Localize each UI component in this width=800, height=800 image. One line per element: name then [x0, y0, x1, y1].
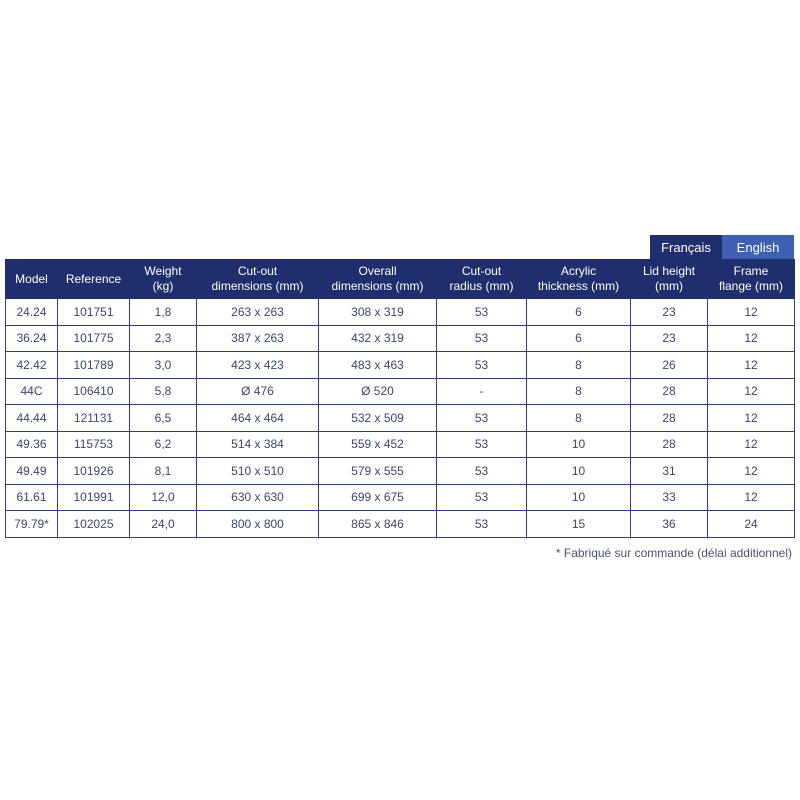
table-cell: 24 [708, 511, 795, 538]
table-cell: 12 [708, 458, 795, 485]
table-cell: 79.79* [6, 511, 58, 538]
table-cell: 483 x 463 [319, 352, 437, 379]
table-cell: 121131 [58, 405, 130, 432]
table-cell: 115753 [58, 431, 130, 458]
table-cell: 514 x 384 [197, 431, 319, 458]
table-cell: 53 [437, 325, 527, 352]
table-cell: 559 x 452 [319, 431, 437, 458]
table-body [6, 299, 795, 538]
table-cell: 102025 [58, 511, 130, 538]
table-cell: 387 x 263 [197, 325, 319, 352]
tab-francais[interactable]: Français [650, 235, 722, 259]
table-cell: 630 x 630 [197, 484, 319, 511]
table-cell: Ø 520 [319, 378, 437, 405]
table-cell: 6 [527, 299, 631, 326]
table-cell: 579 x 555 [319, 458, 437, 485]
column-header: Model [6, 260, 58, 299]
table-cell: 12 [708, 484, 795, 511]
table-row [6, 511, 795, 538]
table-cell: 28 [631, 405, 708, 432]
table-cell: 6 [527, 325, 631, 352]
table-cell: 101775 [58, 325, 130, 352]
table-cell: 6,5 [130, 405, 197, 432]
table-cell: 53 [437, 458, 527, 485]
table-cell: 8 [527, 352, 631, 379]
table-cell: 53 [437, 405, 527, 432]
table-cell: 10 [527, 431, 631, 458]
table-cell: 24,0 [130, 511, 197, 538]
table-cell: 10 [527, 484, 631, 511]
table-cell: 53 [437, 484, 527, 511]
column-header: Lid height (mm) [631, 260, 708, 299]
table-cell: 23 [631, 299, 708, 326]
table-row [6, 325, 795, 352]
language-switcher [650, 235, 794, 259]
tab-english[interactable]: English [722, 235, 794, 259]
table-row [6, 431, 795, 458]
table-cell: 49.36 [6, 431, 58, 458]
column-header: Overall dimensions (mm) [319, 260, 437, 299]
table-cell: 33 [631, 484, 708, 511]
table-cell: 865 x 846 [319, 511, 437, 538]
table-cell: 12,0 [130, 484, 197, 511]
table-cell: 15 [527, 511, 631, 538]
table-cell: 12 [708, 352, 795, 379]
footnote: * Fabriqué sur commande (délai additionnel) [555, 546, 792, 560]
table-cell: 53 [437, 299, 527, 326]
table-cell: 101751 [58, 299, 130, 326]
column-header: Weight (kg) [130, 260, 197, 299]
table-cell: 8 [527, 378, 631, 405]
table-cell: 263 x 263 [197, 299, 319, 326]
table-cell: 106410 [58, 378, 130, 405]
table-row [6, 458, 795, 485]
column-header: Acrylic thickness (mm) [527, 260, 631, 299]
table-cell: 12 [708, 378, 795, 405]
table-cell: 464 x 464 [197, 405, 319, 432]
table-cell: 432 x 319 [319, 325, 437, 352]
table-cell: 12 [708, 405, 795, 432]
table-row [6, 352, 795, 379]
table-cell: 42.42 [6, 352, 58, 379]
table-cell: 12 [708, 325, 795, 352]
table-cell: 3,0 [130, 352, 197, 379]
table-cell: 8 [527, 405, 631, 432]
table-cell: 10 [527, 458, 631, 485]
column-header: Cut-out radius (mm) [437, 260, 527, 299]
table-cell: - [437, 378, 527, 405]
table-cell: 53 [437, 431, 527, 458]
table-cell: 36.24 [6, 325, 58, 352]
table-cell: 53 [437, 511, 527, 538]
table-cell: Ø 476 [197, 378, 319, 405]
table-cell: 28 [631, 378, 708, 405]
table-cell: 423 x 423 [197, 352, 319, 379]
table-header-row [6, 260, 795, 299]
table-cell: 6,2 [130, 431, 197, 458]
table-row [6, 299, 795, 326]
table-cell: 2,3 [130, 325, 197, 352]
table-cell: 36 [631, 511, 708, 538]
table-cell: 101926 [58, 458, 130, 485]
table-row [6, 484, 795, 511]
table-cell: 24.24 [6, 299, 58, 326]
table-cell: 44C [6, 378, 58, 405]
column-header: Reference [58, 260, 130, 299]
specs-table [5, 259, 795, 538]
table-cell: 699 x 675 [319, 484, 437, 511]
table-cell: 12 [708, 299, 795, 326]
table-cell: 101991 [58, 484, 130, 511]
table-cell: 53 [437, 352, 527, 379]
table-cell: 49.49 [6, 458, 58, 485]
table-cell: 5,8 [130, 378, 197, 405]
table-cell: 101789 [58, 352, 130, 379]
table-cell: 510 x 510 [197, 458, 319, 485]
table-cell: 44.44 [6, 405, 58, 432]
table-cell: 61.61 [6, 484, 58, 511]
table-cell: 12 [708, 431, 795, 458]
column-header: Cut-out dimensions (mm) [197, 260, 319, 299]
table-cell: 31 [631, 458, 708, 485]
table-cell: 1,8 [130, 299, 197, 326]
table-cell: 26 [631, 352, 708, 379]
column-header: Frame flange (mm) [708, 260, 795, 299]
table-cell: 8,1 [130, 458, 197, 485]
table-row [6, 405, 795, 432]
table-cell: 800 x 800 [197, 511, 319, 538]
table-cell: 308 x 319 [319, 299, 437, 326]
table-cell: 23 [631, 325, 708, 352]
table-row [6, 378, 795, 405]
table-cell: 532 x 509 [319, 405, 437, 432]
table-cell: 28 [631, 431, 708, 458]
